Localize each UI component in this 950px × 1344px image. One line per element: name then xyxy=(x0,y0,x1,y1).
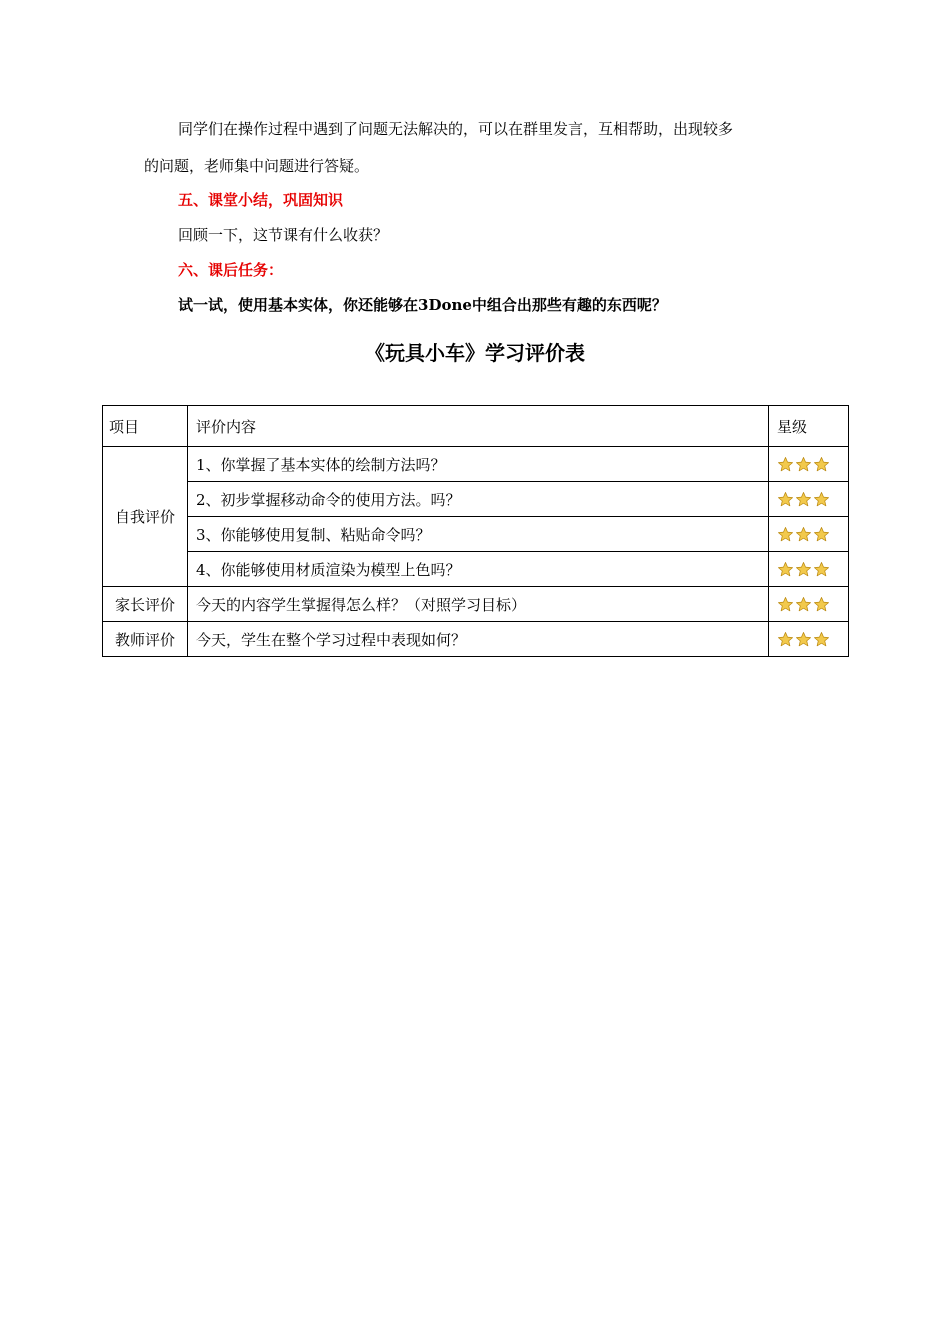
section-6-text: 试一试，使用基本实体，你还能够在3Done中组合出那些有趣的东西呢？ xyxy=(178,296,667,314)
star-icon xyxy=(813,561,830,578)
star-icon xyxy=(777,596,794,613)
rating-cell xyxy=(769,482,849,517)
star-icon xyxy=(795,526,812,543)
section-5-text: 回顾一下，这节课有什么收获？ xyxy=(178,226,389,244)
teacher-eval-label: 教师评价 xyxy=(103,622,188,657)
self-eval-item-3: 3、你能够使用复制、粘贴命令吗？ xyxy=(188,517,769,552)
table-row xyxy=(103,482,849,517)
star-icon xyxy=(777,631,794,648)
table-row xyxy=(103,622,849,657)
evaluation-table xyxy=(102,405,849,657)
star-icon xyxy=(777,526,794,543)
rating-cell xyxy=(769,447,849,482)
star-icon xyxy=(813,526,830,543)
star-icon xyxy=(795,596,812,613)
header-item: 项目 xyxy=(103,406,188,447)
table-row xyxy=(103,517,849,552)
section-5-heading: 五、课堂小结，巩固知识 xyxy=(178,191,344,209)
self-eval-label: 自我评价 xyxy=(103,447,188,587)
star-rating xyxy=(777,596,830,613)
self-eval-item-1: 1、你掌握了基本实体的绘制方法吗？ xyxy=(188,447,769,482)
self-eval-item-4: 4、你能够使用材质渲染为模型上色吗？ xyxy=(188,552,769,587)
rating-cell xyxy=(769,622,849,657)
header-rating: 星级 xyxy=(769,406,849,447)
table-header-row xyxy=(103,406,849,447)
parent-eval-content: 今天的内容学生掌握得怎么样？（对照学习目标） xyxy=(188,587,769,622)
star-icon xyxy=(813,596,830,613)
section-6-heading: 六、课后任务： xyxy=(178,261,284,279)
parent-eval-label: 家长评价 xyxy=(103,587,188,622)
star-icon xyxy=(813,456,830,473)
teacher-eval-content: 今天，学生在整个学习过程中表现如何？ xyxy=(188,622,769,657)
table-row xyxy=(103,552,849,587)
star-icon xyxy=(795,631,812,648)
rating-cell xyxy=(769,517,849,552)
evaluation-table-title: 《玩具小车》学习评价表 xyxy=(365,341,585,365)
star-icon xyxy=(777,456,794,473)
star-rating xyxy=(777,456,830,473)
header-content: 评价内容 xyxy=(188,406,769,447)
star-icon xyxy=(795,491,812,508)
star-icon xyxy=(777,491,794,508)
star-icon xyxy=(795,456,812,473)
star-rating xyxy=(777,526,830,543)
star-icon xyxy=(777,561,794,578)
table-row xyxy=(103,587,849,622)
star-rating xyxy=(777,491,830,508)
star-icon xyxy=(813,631,830,648)
star-icon xyxy=(813,491,830,508)
self-eval-item-2: 2、初步掌握移动命令的使用方法。吗？ xyxy=(188,482,769,517)
star-rating xyxy=(777,631,830,648)
star-rating xyxy=(777,561,830,578)
paragraph-line-1: 同学们在操作过程中遇到了问题无法解决的，可以在群里发言，互相帮助，出现较多 xyxy=(178,120,734,138)
star-icon xyxy=(795,561,812,578)
table-row xyxy=(103,447,849,482)
rating-cell xyxy=(769,587,849,622)
rating-cell xyxy=(769,552,849,587)
paragraph-line-2: 的问题，老师集中问题进行答疑。 xyxy=(144,157,370,175)
